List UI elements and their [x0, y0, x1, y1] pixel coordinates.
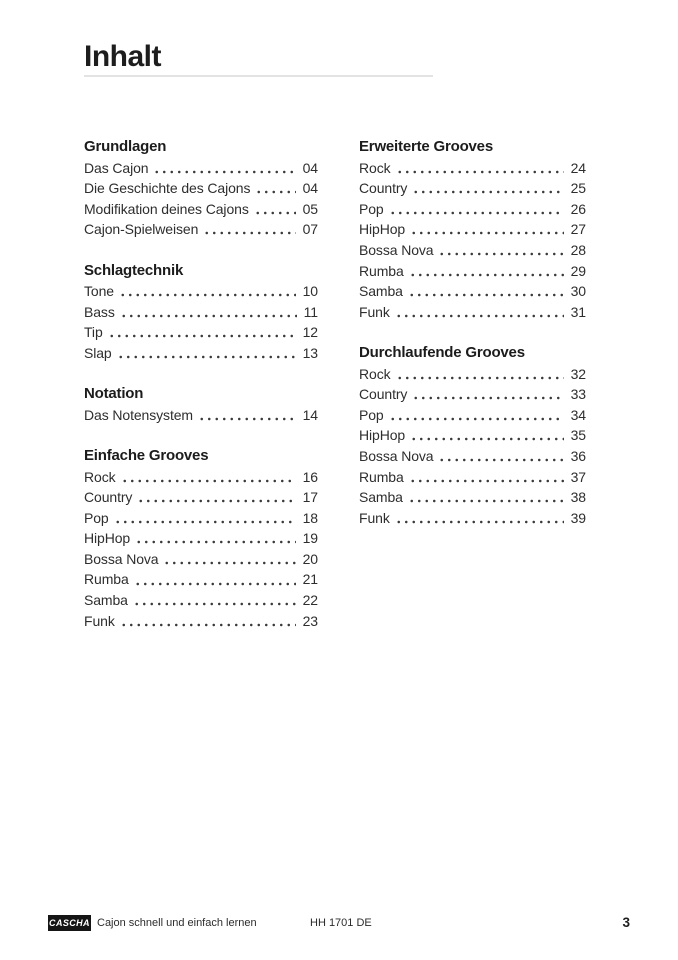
dot-leader [412, 384, 563, 405]
toc-entry-label: Tone [84, 283, 114, 300]
toc-entry-label: Die Geschichte des Cajons [84, 180, 251, 197]
dot-leader [108, 322, 296, 343]
toc-entry-label: Slap [84, 344, 112, 361]
toc-entry [359, 487, 586, 508]
dot-leader [410, 425, 564, 446]
toc-entry-label: Funk [359, 303, 390, 320]
toc-entry [359, 158, 586, 179]
toc-entry-label: Rock [359, 365, 391, 382]
toc-entry [84, 405, 318, 426]
toc-entry-page: 14 [302, 406, 318, 423]
toc-entry [84, 219, 318, 240]
dot-leader [119, 281, 296, 302]
toc-entry-page: 29 [570, 262, 586, 279]
toc-entry-page: 30 [570, 283, 586, 300]
dot-leader [395, 508, 564, 529]
dot-leader [409, 261, 564, 282]
dot-leader [408, 281, 564, 302]
toc-entry-page: 21 [302, 571, 318, 588]
toc-entry-page: 39 [570, 509, 586, 526]
toc-entry [359, 405, 586, 426]
toc-entry [84, 199, 318, 220]
toc-section-schlagtechnik [84, 261, 318, 364]
page-footer [0, 913, 678, 933]
toc-entry-label: Country [84, 489, 133, 506]
dot-leader [410, 219, 564, 240]
toc-entry-page: 13 [302, 344, 318, 361]
toc-entry-page: 31 [570, 303, 586, 320]
toc-entry [359, 281, 586, 302]
toc-entry-label: Bass [84, 303, 115, 320]
footer-book-title: Cajon schnell und einfach lernen [97, 917, 257, 929]
toc-entry-label: HipHop [359, 221, 406, 238]
toc-entry [84, 487, 318, 508]
dot-leader [396, 158, 564, 179]
toc-entry-label: Country [359, 180, 408, 197]
toc-entry-label: Modifikation deines Cajons [84, 200, 249, 217]
toc-entry-page: 04 [302, 159, 318, 176]
toc-entry [84, 302, 318, 323]
page-title: Inhalt [84, 40, 161, 73]
toc-entry-label: Rumba [359, 262, 404, 279]
toc-entry [359, 178, 586, 199]
dot-leader [412, 178, 563, 199]
toc-entry-label: Pop [359, 200, 384, 217]
toc-entry [359, 425, 586, 446]
toc-section-grundlagen [84, 137, 318, 240]
toc-entry-page: 05 [302, 200, 318, 217]
toc-entry [84, 158, 318, 179]
dot-leader [408, 487, 564, 508]
dot-leader [389, 405, 564, 426]
dot-leader [395, 302, 564, 323]
dot-leader [117, 343, 296, 364]
dot-leader [438, 446, 563, 467]
dot-leader [134, 569, 296, 590]
dot-leader [120, 611, 296, 632]
toc-entry-label: Tip [84, 324, 103, 341]
toc-entry-page: 26 [570, 200, 586, 217]
dot-leader [120, 302, 297, 323]
dot-leader [254, 199, 296, 220]
dot-leader [135, 528, 296, 549]
toc-entry-label: Rock [84, 468, 116, 485]
dot-leader [255, 178, 295, 199]
toc-section-durchlaufende-grooves [359, 343, 586, 528]
section-heading: Durchlaufende Grooves [359, 343, 525, 361]
toc-entry [84, 569, 318, 590]
toc-entry [84, 178, 318, 199]
toc-entry [359, 199, 586, 220]
toc-entry-label: Bossa Nova [359, 241, 434, 258]
toc-entry [359, 467, 586, 488]
toc-entry-page: 27 [570, 221, 586, 238]
toc-entry-label: Samba [84, 592, 128, 609]
toc-entry-label: Samba [359, 283, 403, 300]
toc-entry [84, 322, 318, 343]
cascha-logo: CASCHA [48, 915, 91, 931]
toc-column-right [359, 137, 586, 631]
toc-entry-page: 38 [570, 489, 586, 506]
dot-leader [438, 240, 563, 261]
toc-entry [359, 384, 586, 405]
toc-entry-label: Rock [359, 159, 391, 176]
toc-entry-label: Rumba [359, 468, 404, 485]
toc-entry-page: 18 [302, 509, 318, 526]
toc-entry-page: 19 [302, 530, 318, 547]
toc-section-notation [84, 384, 318, 425]
section-heading: Einfache Grooves [84, 446, 209, 464]
toc-entry-page: 25 [570, 180, 586, 197]
toc-entry-label: Samba [359, 489, 403, 506]
dot-leader [153, 158, 295, 179]
toc-entry [359, 240, 586, 261]
section-heading: Schlagtechnik [84, 261, 184, 279]
toc-entry-page: 16 [302, 468, 318, 485]
toc-entry [84, 467, 318, 488]
toc-entry-label: Das Cajon [84, 159, 149, 176]
dot-leader [114, 508, 296, 529]
toc-entry-page: 36 [570, 447, 586, 464]
dot-leader [163, 549, 295, 570]
toc-entry-label: Das Notensystem [84, 406, 193, 423]
toc-entry [84, 549, 318, 570]
toc-entry [84, 611, 318, 632]
toc-entry-label: Bossa Nova [359, 447, 434, 464]
dot-leader [121, 467, 296, 488]
toc-entry-label: HipHop [84, 530, 131, 547]
toc-entry [359, 261, 586, 282]
title-underline-rule [84, 75, 433, 77]
toc-entry-label: Pop [359, 406, 384, 423]
section-heading: Erweiterte Grooves [359, 138, 493, 155]
toc-entry-label: Country [359, 386, 408, 403]
toc-entry-page: 10 [302, 283, 318, 300]
dot-leader [198, 405, 296, 426]
toc-entry-label: HipHop [359, 427, 406, 444]
dot-leader [396, 364, 564, 385]
toc-entry-page: 17 [302, 489, 318, 506]
toc-entry-page: 32 [570, 365, 586, 382]
toc-entry-page: 34 [570, 406, 586, 423]
toc-entry-label: Bossa Nova [84, 550, 159, 567]
toc-entry [359, 446, 586, 467]
toc-entry [359, 302, 586, 323]
toc-entry-page: 22 [302, 592, 318, 609]
dot-leader [203, 219, 295, 240]
toc-entry [84, 528, 318, 549]
footer-edition-code: HH 1701 DE [310, 917, 372, 929]
toc-entry-label: Rumba [84, 571, 129, 588]
toc-entry [359, 364, 586, 385]
toc-entry-page: 23 [302, 612, 318, 629]
section-heading: Notation [84, 385, 144, 403]
toc-entry [84, 343, 318, 364]
toc-entry-page: 20 [302, 550, 318, 567]
toc-section-erweiterte-grooves [359, 137, 586, 322]
toc-entry [359, 219, 586, 240]
toc-entry-page: 33 [570, 386, 586, 403]
dot-leader [133, 590, 296, 611]
toc-entry-label: Funk [84, 612, 115, 629]
toc-section-einfache-grooves [84, 446, 318, 631]
dot-leader [409, 467, 564, 488]
toc-entry-label: Funk [359, 509, 390, 526]
toc-entry-page: 07 [302, 221, 318, 238]
toc-entry-label: Pop [84, 509, 109, 526]
toc-entry-page: 04 [302, 180, 318, 197]
table-of-contents [84, 137, 586, 631]
toc-entry-page: 24 [570, 159, 586, 176]
toc-entry [84, 508, 318, 529]
toc-entry-page: 35 [570, 427, 586, 444]
section-heading: Grundlagen [84, 138, 167, 155]
toc-column-left [84, 137, 318, 631]
dot-leader [389, 199, 564, 220]
toc-entry-page: 12 [302, 324, 318, 341]
toc-entry-page: 28 [570, 241, 586, 258]
toc-entry-page: 37 [570, 468, 586, 485]
toc-entry [84, 590, 318, 611]
page-number: 3 [622, 915, 630, 930]
toc-entry [359, 508, 586, 529]
toc-entry [84, 281, 318, 302]
toc-entry-page: 11 [303, 303, 318, 320]
toc-entry-label: Cajon-Spielweisen [84, 221, 199, 238]
dot-leader [137, 487, 295, 508]
